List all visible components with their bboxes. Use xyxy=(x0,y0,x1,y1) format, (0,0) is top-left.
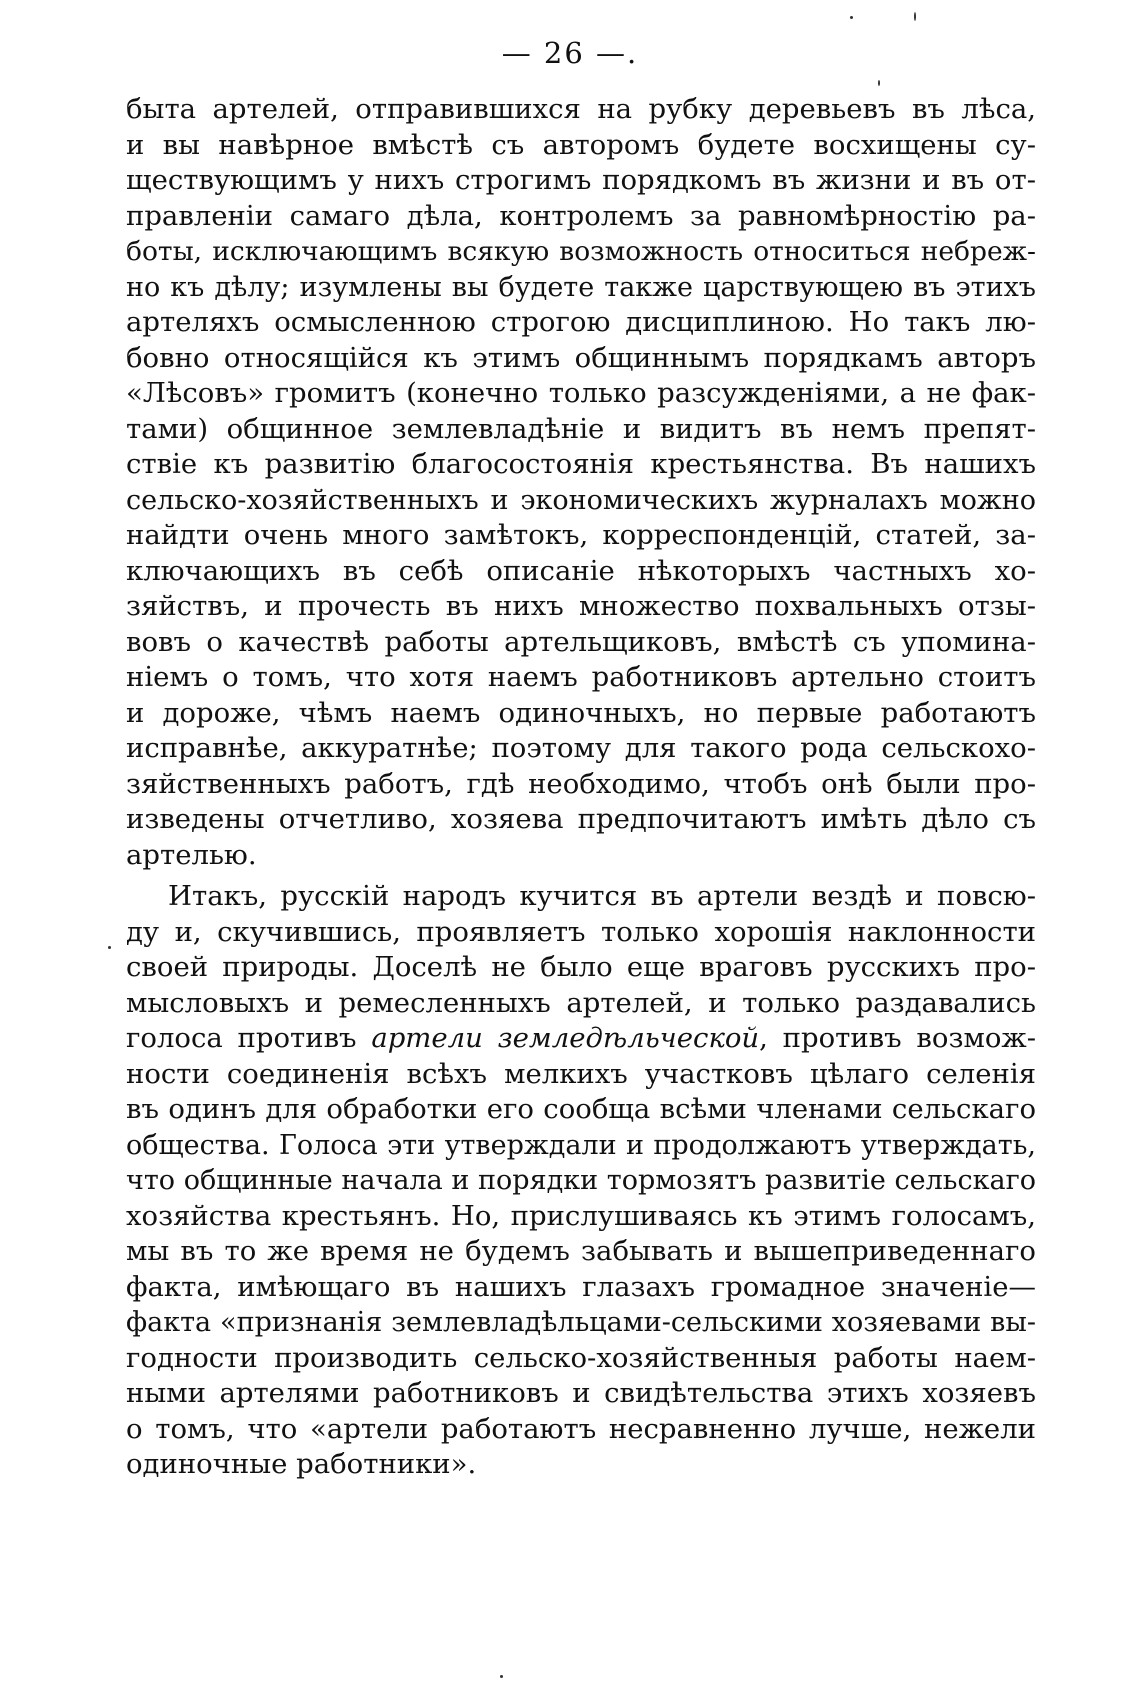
text-line: бовно относящійся къ этимъ общиннымъ порядкамъ авторъ xyxy=(126,341,1036,374)
text-line: тами) общинное землевладѣніе и видитъ въ немъ препят- xyxy=(126,412,1036,445)
page-number: — 26 —. xyxy=(501,36,639,70)
text-line: «Лѣсовъ» громитъ (конечно только разсужденіями, а не фак- xyxy=(126,377,1036,409)
text-line: одиночные работники». xyxy=(126,1448,477,1480)
text-line: ду и, скучившись, проявляетъ только хорошія наклонности xyxy=(126,915,1036,948)
text-line: Итакъ, русскій народъ кучится въ артели вездѣ и повсю- xyxy=(168,880,1036,912)
text-line: артелью. xyxy=(126,838,257,871)
scan-speck xyxy=(850,16,853,19)
text-line: артеляхъ осмысленною строгою дисциплиною. Но такъ лю- xyxy=(126,306,1036,338)
text-line: въ одинъ для обработки его сообща всѣми членами сельскаго xyxy=(126,1093,1036,1125)
text-line: исправнѣе, аккуратнѣе; поэтому для такого рода сельскохо- xyxy=(126,732,1036,764)
text-line: факта, имѣющаго въ нашихъ глазахъ громадное значеніе— xyxy=(126,1270,1036,1303)
text-line: мысловыхъ и ремесленныхъ артелей, и только раздавались xyxy=(126,986,1036,1019)
paragraph-2 xyxy=(126,879,1036,1483)
text-segment: , противъ возмож- xyxy=(759,1022,1036,1054)
text-segment: голоса противъ xyxy=(126,1022,372,1054)
italic-phrase: артели земледѣльческой xyxy=(371,1022,760,1054)
text-line: но къ дѣлу; изумлены вы будете также царствующею въ этихъ xyxy=(126,271,1036,303)
text-line: ществующимъ у нихъ строгимъ порядкомъ въ жизни и въ от- xyxy=(126,164,1036,196)
scan-speck xyxy=(878,80,880,86)
text-line: и дороже, чѣмъ наемъ одиночныхъ, но первые работаютъ xyxy=(126,696,1036,729)
text-line: ключающихъ въ себѣ описаніе нѣкоторыхъ частныхъ хо- xyxy=(126,554,1036,587)
paragraph-1 xyxy=(126,92,1036,873)
text-line: найдти очень много замѣтокъ, корреспонденцій, статей, за- xyxy=(126,519,1036,551)
text-line: хозяйства крестьянъ. Но, прислушиваясь къ этимъ голосамъ, xyxy=(126,1199,1036,1232)
text-line: ніемъ о томъ, что хотя наемъ работниковъ артельно стоитъ xyxy=(126,661,1036,693)
scan-speck xyxy=(108,946,111,949)
text-line-with-italic xyxy=(126,1021,1036,1057)
text-line: быта артелей, отправившихся на рубку деревьевъ въ лѣса, xyxy=(126,93,1036,125)
text-line: своей природы. Доселѣ не было еще враговъ русскихъ про- xyxy=(126,951,1036,983)
text-line: правленіи самаго дѣла, контролемъ за равномѣрностію ра- xyxy=(126,199,1036,232)
text-line: вовъ о качествѣ работы артельщиковъ, вмѣстѣ съ упомина- xyxy=(126,625,1036,658)
text-line: ствіе къ развитію благосостоянія крестьянства. Въ нашихъ xyxy=(126,448,1036,480)
text-line: мы въ то же время не будемъ забывать и вышеприведеннаго xyxy=(126,1235,1036,1267)
text-line: ности соединенія всѣхъ мелкихъ участковъ цѣлаго селенія xyxy=(126,1057,1036,1090)
text-line: зяйственныхъ работъ, гдѣ необходимо, чтобъ онѣ были про- xyxy=(126,767,1036,800)
text-line: и вы навѣрное вмѣстѣ съ авторомъ будете восхищены су- xyxy=(126,128,1036,161)
scan-speck xyxy=(914,12,916,21)
text-line: что общинные начала и порядки тормозятъ развитіе сельскаго xyxy=(126,1165,1036,1196)
text-line: сельско-хозяйственныхъ и экономическихъ журналахъ можно xyxy=(126,484,1036,516)
body-text xyxy=(126,92,1036,1483)
scan-speck xyxy=(500,1675,503,1678)
text-line: ными артелями работниковъ и свидѣтельства этихъ хозяевъ xyxy=(126,1377,1036,1409)
text-line: боты, исключающимъ всякую возможность относиться небреж- xyxy=(126,236,1036,267)
text-line: общества. Голоса эти утверждали и продолжаютъ утверждать, xyxy=(126,1129,1036,1161)
text-line: о томъ, что «артели работаютъ несравненно лучше, нежели xyxy=(126,1412,1036,1445)
text-line: зяйствъ, и прочесть въ нихъ множество похвальныхъ отзы- xyxy=(126,590,1036,622)
text-line: изведены отчетливо, хозяева предпочитаютъ имѣть дѣло съ xyxy=(126,803,1036,835)
text-line: годности производить сельско-хозяйственныя работы наем- xyxy=(126,1341,1036,1374)
text-line: факта «признанія землевладѣльцами-сельскими хозяевами вы- xyxy=(126,1307,1036,1338)
